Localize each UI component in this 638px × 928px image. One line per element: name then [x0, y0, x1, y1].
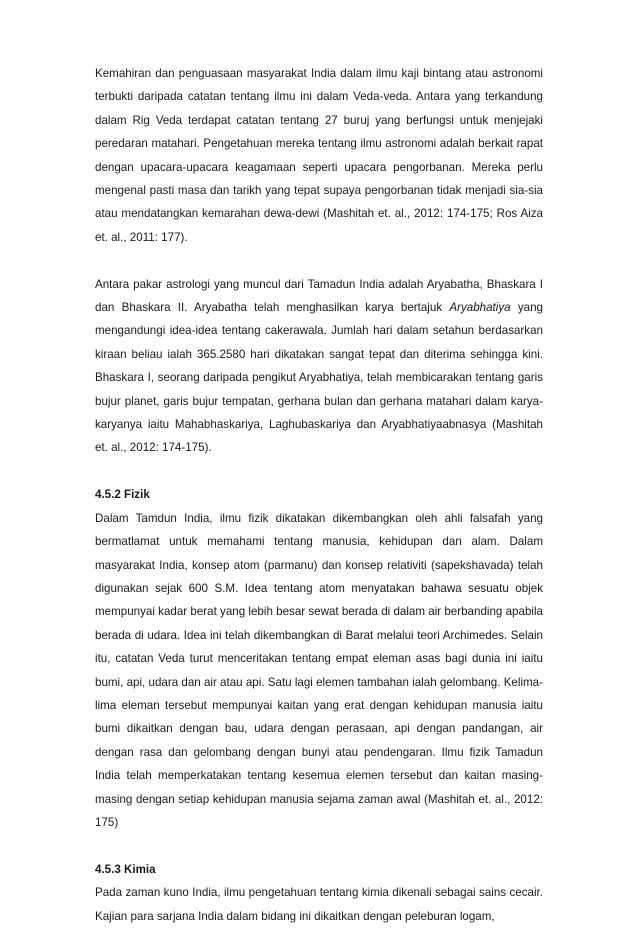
book-title-aryabhatiya: Aryabhatiya [449, 301, 511, 315]
section-heading-fizik: 4.5.2 Fizik [95, 488, 150, 502]
paragraph-astrology-experts [95, 273, 543, 460]
paragraph-astronomy: Kemahiran dan penguasaan masyarakat India dalam ilmu kaji bintang atau astronomi terbukti daripada catatan tentang ilmu ini dalam Veda-veda. Antara yang terkandung dalam Rig Veda terdapat catatan tentang 27 buruj yang berfungsi untuk menjejaki peredaran matahari. Pengetahuan mereka tentang ilmu astronomi adalah berkait rapat dengan upacara-upacara keagamaan seperti upacara pengorbanan. Mereka perlu mengenal pasti masa dan tarikh yang tepat supaya pengorbanan tidak menjadi sia-sia atau mendatangkan kemarahan dewa-dewi (Mashitah et. al., 2012: 174-175; Ros Aiza et. al., 2011: 177). [95, 67, 543, 244]
paragraph-astrology-text-start: Antara pakar astrologi yang muncul dari Tamadun India adalah Aryabatha, Bhaskara I dan Bhaskara II. Aryabatha telah menghasilkan karya bertajuk [95, 277, 543, 315]
paragraph-astrology-text-end: yang mengandungi idea-idea tentang cakerawala. Jumlah hari dalam setahun berdasarkan kiraan beliau ialah 365.2580 hari dikatakan sangat tepat dan diterima sehingga kini. Bhaskara I, seorang daripada pengikut Aryabhatiya, telah membicarakan tentang garis bujur planet, garis bujur tempatan, gerhana bulan dan gerhana matahari dalam karya-karyanya iaitu Mahabhaskariya, Laghubaskariya dan Aryabhatiyaabnasya (Mashitah et. al., 2012: 174-175). [95, 301, 543, 455]
document-page [95, 62, 543, 928]
paragraph-gap [95, 249, 543, 272]
paragraph-gap [95, 834, 543, 857]
paragraph-chemistry: Pada zaman kuno India, ilmu pengetahuan tentang kimia dikenali sebagai sains cecair. Kajian para sarjana India dalam bidang ini dikaitkan dengan peleburan logam, [95, 886, 543, 923]
section-heading-kimia: 4.5.3 Kimia [95, 862, 156, 876]
paragraph-gap [95, 460, 543, 483]
paragraph-physics: Dalam Tamdun India, ilmu fizik dikatakan dikembangkan oleh ahli falsafah yang bermatlamat untuk memahami tentang manusia, kehidupan dan alam. Dalam masyarakat India, konsep atom (parmanu) dan konsep relativiti (sapekshavada) telah digunakan sejak 600 S.M. Idea tentang atom menyatakan bahawa sesuatu objek mempunyai kadar berat yang lebih besar sewat berada di dalam air berbanding apabila berada di udara. Idea ini telah dikembangkan di Barat melalui teori Archimedes. Selain itu, catatan Veda turut menceritakan tentang empat eleman asas bagi dunia ini iaitu bumi, api, udara dan air atau api. Satu lagi elemen tambahan ialah gelombang. Kelima-lima eleman tersebut mempunyai kaitan yang erat dengan kehidupan manusia iaitu bumi dikaitkan dengan bau, udara dengan perasaan, api dengan pandangan, air dengan rasa dan gelombang dengan bunyi atau pendengaran. Ilmu fizik Tamadun India telah memperkatakan tentang kesemua elemen tersebut dan kaitan masing-masing dengan setiap kehidupan manusia sejama zaman awal (Mashitah et. al., 2012: 175) [95, 511, 543, 829]
